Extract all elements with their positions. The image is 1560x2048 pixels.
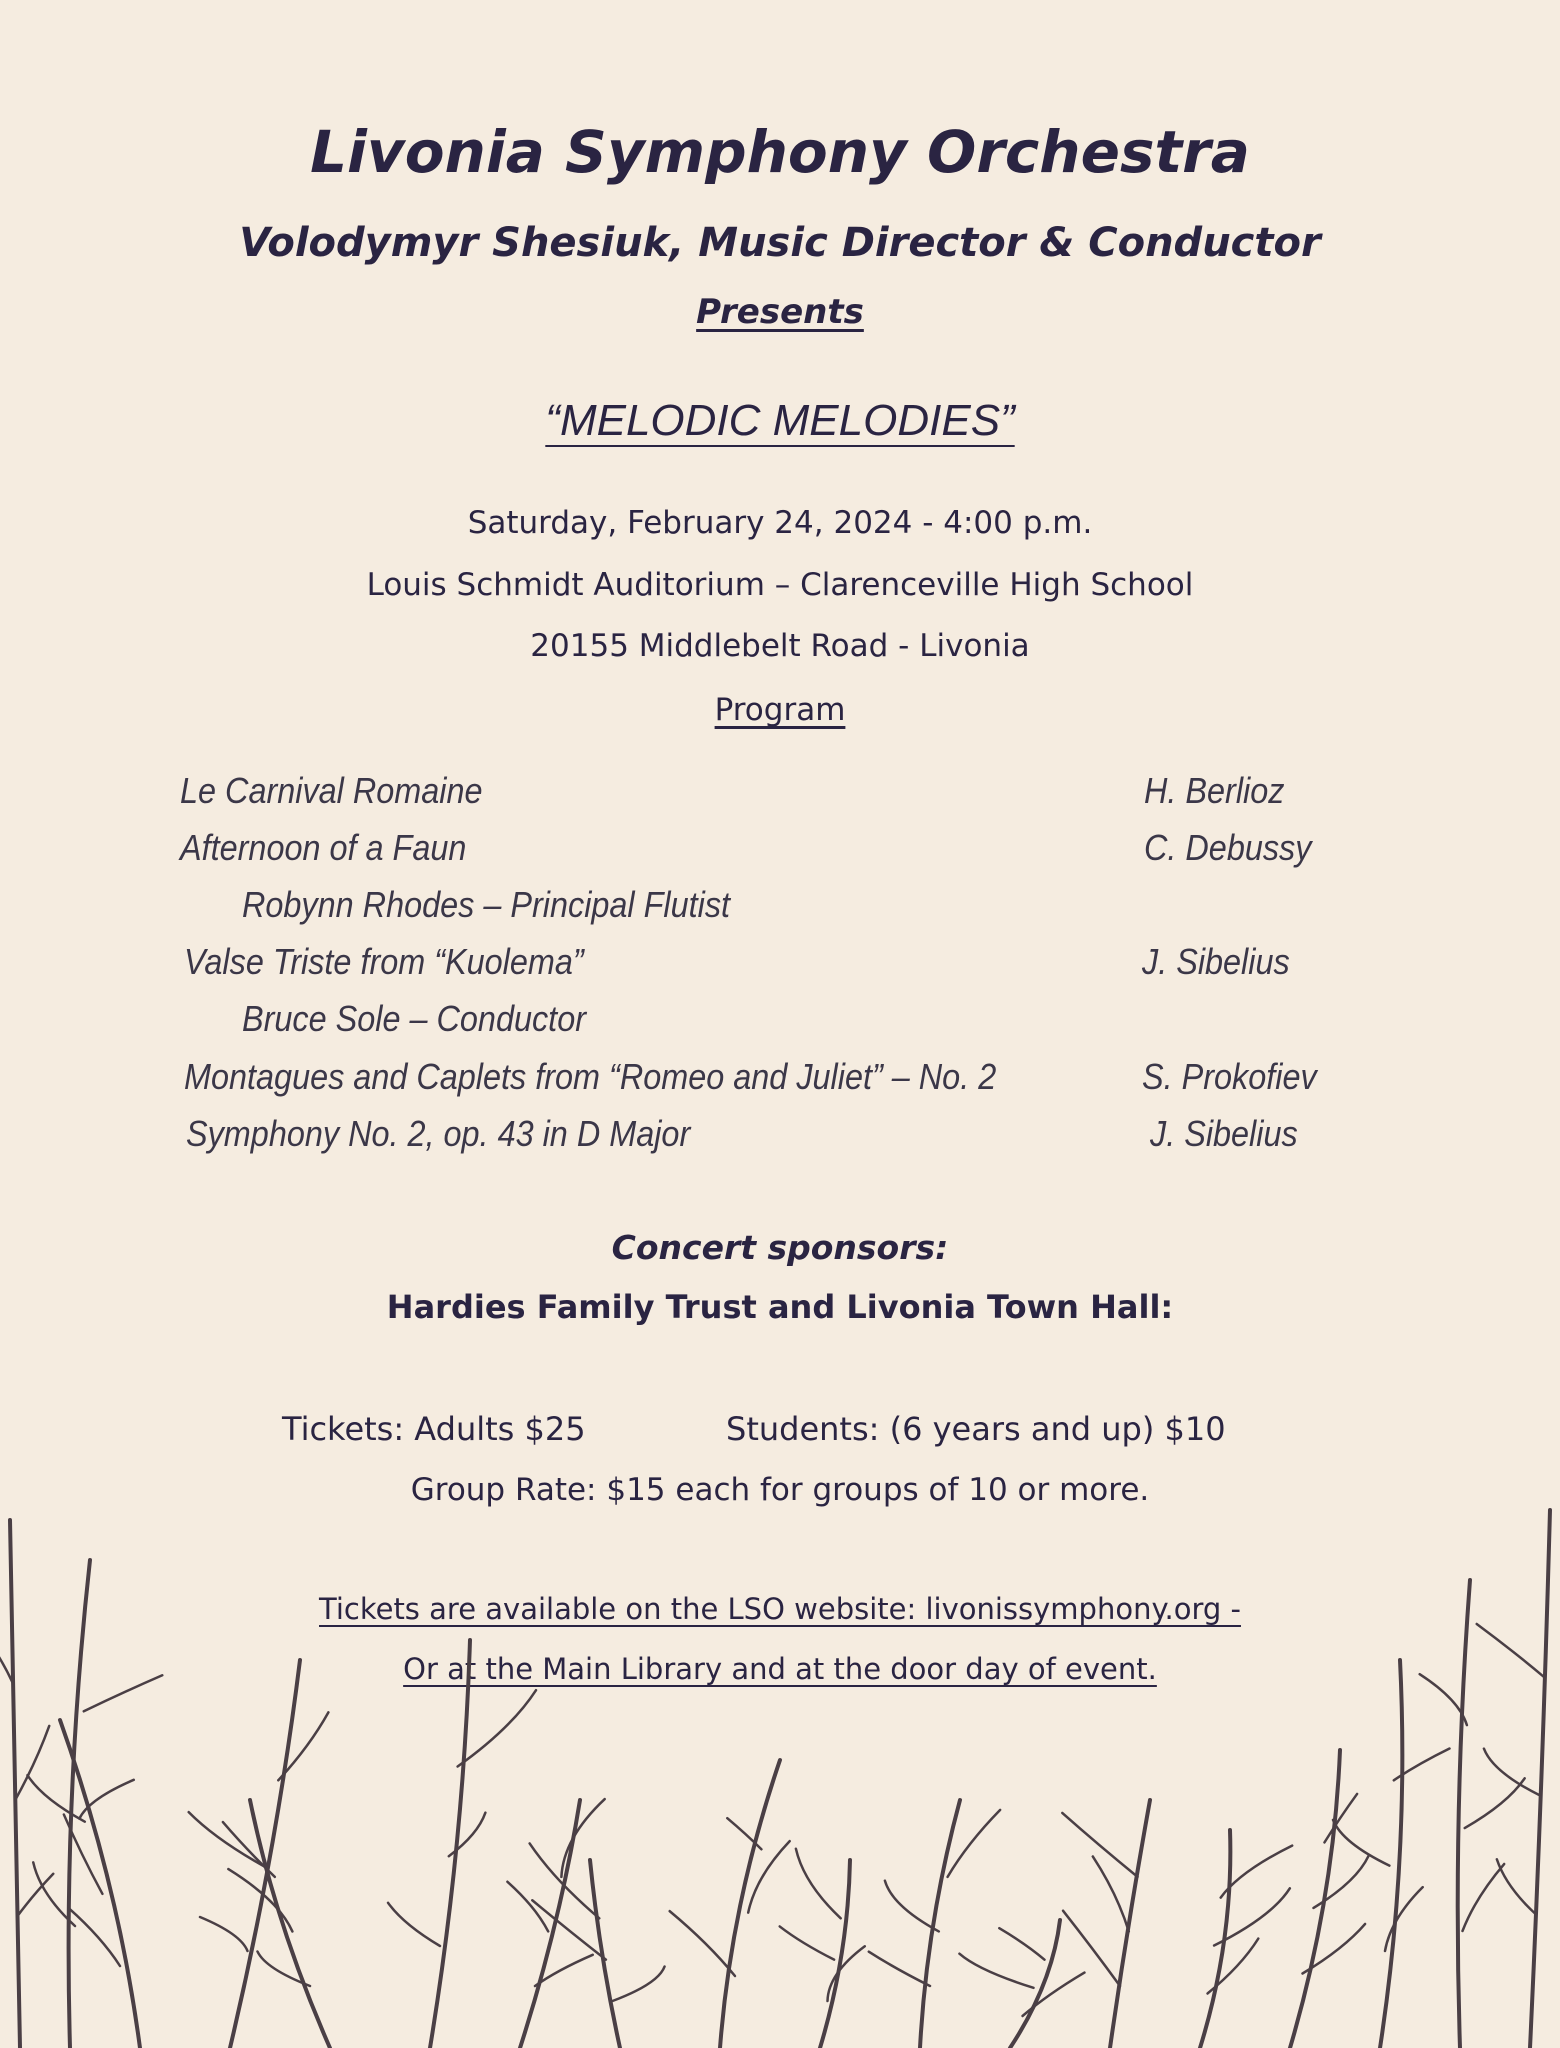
- program-piece: Symphony No. 2, op. 43 in D Major: [186, 1113, 691, 1154]
- blossom-branch: [230, 1660, 300, 2048]
- program-composer: S. Prokofiev: [1142, 1056, 1317, 1097]
- blossom-branch: [1093, 1856, 1129, 1931]
- blossom-branch: [1484, 1749, 1539, 1796]
- blossom-branch: [18, 1874, 54, 1916]
- blossom-branch: [1314, 1856, 1369, 1908]
- blossom-branch: [959, 1954, 1033, 1988]
- blossom-branch: [1214, 1888, 1290, 1945]
- blossom-branch: [458, 1690, 536, 1766]
- blossom-branch: [796, 1849, 841, 1919]
- blossom-branch: [1221, 1846, 1292, 1898]
- blossom-branch: [727, 1818, 761, 1849]
- blossom-branch: [250, 1800, 330, 2048]
- blossom-branch: [15, 1726, 49, 1800]
- blossom-branch: [885, 1881, 939, 1932]
- blossom-branch: [1062, 1813, 1137, 1877]
- program-piece: Valse Triste from “Kuolema”: [184, 941, 584, 982]
- blossom-branch: [948, 1810, 1001, 1877]
- blossom-branch: [670, 1911, 735, 1976]
- program-composer: J. Sibelius: [1142, 941, 1290, 982]
- concert-title: “MELODIC MELODIES”: [545, 396, 1015, 445]
- blossom-branch: [1394, 1749, 1450, 1781]
- program-heading: Program: [714, 692, 846, 728]
- blossom-branch: [200, 1917, 248, 1951]
- blossom-branch: [520, 1800, 580, 2048]
- group-rate: Group Rate: $15 each for groups of 10 or more.: [410, 1472, 1150, 1508]
- music-director: Volodymyr Shesiuk, Music Director & Conductor: [239, 220, 1321, 266]
- blossom-branch: [590, 1860, 620, 2048]
- concert-address: 20155 Middlebelt Road - Livonia: [530, 628, 1030, 664]
- blossom-branch: [257, 1951, 310, 1986]
- blossom-branch: [507, 1882, 548, 1932]
- blossom-branch: [561, 1799, 604, 1877]
- blossom-branch: [999, 1928, 1044, 1959]
- blossom-branch: [1458, 1580, 1470, 2048]
- program-guest-conductor: Bruce Sole – Conductor: [242, 998, 586, 1039]
- blossom-branch: [920, 1800, 960, 2048]
- blossom-branch: [1497, 1859, 1535, 1913]
- program-piece: Montagues and Caplets from “Romeo and Juliet” – No. 2: [184, 1056, 997, 1097]
- blossom-branch: [60, 1720, 140, 2048]
- blossom-branch: [223, 1822, 275, 1877]
- blossom-branch: [1380, 1660, 1402, 2048]
- ticket-availability: Tickets are available on the LSO website: livonissymphony.org -: [319, 1592, 1241, 1626]
- blossom-branch: [820, 1860, 850, 2048]
- program-soloist: Robynn Rhodes – Principal Flutist: [242, 884, 731, 925]
- blossom-branch: [780, 1926, 834, 1959]
- ticket-price-students: Students: (6 years and up) $10: [726, 1410, 1226, 1448]
- blossom-branch: [1333, 1820, 1389, 1866]
- ticket-locations: Or at the Main Library and at the door day of event.: [403, 1652, 1157, 1686]
- orchestra-name: Livonia Symphony Orchestra: [310, 118, 1250, 186]
- blossom-branch: [1303, 1924, 1366, 1974]
- blossom-branch: [1208, 1939, 1259, 1994]
- program-piece: Le Carnival Romaine: [180, 770, 483, 811]
- blossom-branch: [189, 1812, 263, 1866]
- program-composer: H. Berlioz: [1144, 770, 1285, 811]
- blossom-branch: [869, 1952, 930, 1986]
- blossom-branch: [278, 1712, 328, 1780]
- blossom-branch: [1063, 1911, 1120, 1986]
- blossom-branch: [430, 1640, 470, 2048]
- blossom-branch: [532, 1900, 606, 1959]
- blossom-branch: [613, 1967, 665, 2001]
- blossom-branch: [64, 1815, 103, 1894]
- blossom-branch: [535, 1955, 593, 1986]
- blossom-branch: [388, 1903, 440, 1946]
- program-composer: C. Debussy: [1144, 827, 1312, 868]
- blossom-branch: [79, 1780, 133, 1819]
- blossom-branch: [1325, 1794, 1358, 1842]
- blossom-branch: [228, 1869, 292, 1931]
- blossom-branch: [33, 1862, 75, 1926]
- blossom-branch: [1463, 1864, 1505, 1931]
- blossom-branch: [1465, 1778, 1525, 1828]
- blossom-branch: [1200, 1830, 1230, 2048]
- concert-date-time: Saturday, February 24, 2024 - 4:00 p.m.: [467, 505, 1093, 541]
- program-piece: Afternoon of a Faun: [180, 827, 467, 868]
- blossom-branch: [828, 1946, 865, 2001]
- concert-venue: Louis Schmidt Auditorium – Clarenceville High School: [366, 567, 1194, 603]
- blossom-branch: [449, 1813, 486, 1857]
- blossom-branch: [1290, 1750, 1340, 2048]
- blossom-branch: [1385, 1887, 1423, 1951]
- ticket-price-adults: Tickets: Adults $25: [282, 1410, 586, 1448]
- blossom-branch: [1010, 1920, 1060, 2048]
- blossom-branch: [530, 1843, 600, 1918]
- blossom-branch: [27, 1775, 84, 1822]
- sponsors-names: Hardies Family Trust and Livonia Town Hall:: [386, 1288, 1174, 1326]
- blossom-branch: [720, 1760, 780, 2048]
- program-composer: J. Sibelius: [1150, 1113, 1298, 1154]
- blossom-branch: [1110, 1800, 1150, 2048]
- blossom-branch: [748, 1841, 789, 1913]
- blossom-branch: [69, 1560, 90, 2048]
- blossom-branch: [69, 1908, 120, 1966]
- blossom-branch: [1530, 1510, 1550, 2048]
- blossom-branch: [1023, 1973, 1085, 2016]
- presents-label: Presents: [696, 292, 864, 332]
- sponsors-heading: Concert sponsors:: [611, 1228, 949, 1267]
- cherry-blossom-border: [0, 1500, 1560, 2048]
